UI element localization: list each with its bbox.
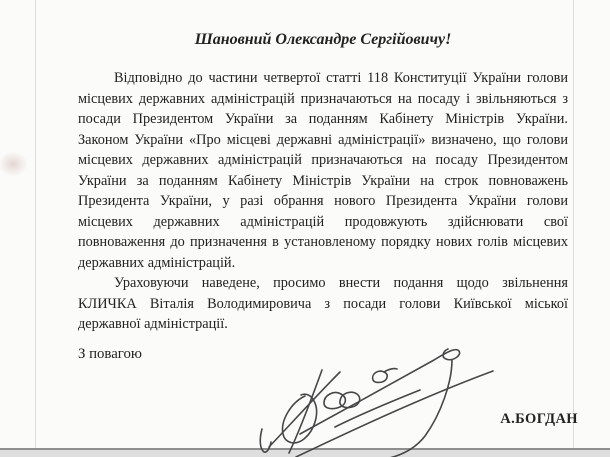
text-line: України за поданням Кабінету Міністрів України на строк повноважень: [78, 172, 568, 189]
signature-stroke: [269, 372, 340, 447]
text-line: місцевих державних адміністрацій призначаються на посаду і звільняються з: [78, 90, 568, 107]
text-line: місцевих державних адміністрацій продовжують здійснювати свої: [78, 213, 568, 230]
letter-content: [78, 0, 568, 363]
scanner-bottom-strip: [0, 450, 610, 457]
page-right-edge-line: [573, 0, 574, 449]
text-line: державної адміністрації.: [78, 316, 228, 332]
text-line: Ураховуючи наведене, просимо внести подання щодо звільнення: [114, 275, 568, 291]
scan-smudge-artifact: [0, 148, 32, 180]
text-line: Відповідно до частини четвертої статті 118 Конституції України голови: [114, 70, 568, 86]
signer-name: А.БОГДАН: [500, 411, 578, 427]
letter-closing: З повагою: [78, 345, 142, 362]
text-line: державних адміністрацій.: [78, 254, 236, 271]
letter-body: [78, 68, 568, 335]
text-line: КЛИЧКА Віталія Володимировича з посади голови Київської міської: [78, 295, 568, 312]
signature-stroke: [283, 394, 317, 443]
paragraph: [78, 68, 568, 273]
text-line: повноваження до призначення в установленому порядку нових голів місцевих: [78, 234, 568, 250]
paragraph: [78, 273, 568, 335]
text-line: посади Президентом України за поданням Кабінету Міністрів України.: [78, 111, 568, 127]
text-line: Президента України, у разі обрання нового Президента України голови: [78, 193, 568, 209]
signature-stroke: [296, 371, 493, 457]
text-line: місцевих державних адміністрацій призначаються на посаду Президентом: [78, 152, 568, 168]
signature-stroke: [335, 390, 420, 427]
signature-stroke: [385, 360, 452, 457]
signature-stroke: [289, 370, 322, 453]
letter-salutation: Шановний Олександре Сергійовичу!: [194, 31, 452, 48]
page-left-edge-line: [35, 0, 36, 449]
signature-stroke: [324, 392, 360, 408]
text-line: Законом України «Про місцеві державні адміністрації» визначено, що голови: [78, 131, 568, 148]
signature-stroke: [373, 369, 397, 383]
